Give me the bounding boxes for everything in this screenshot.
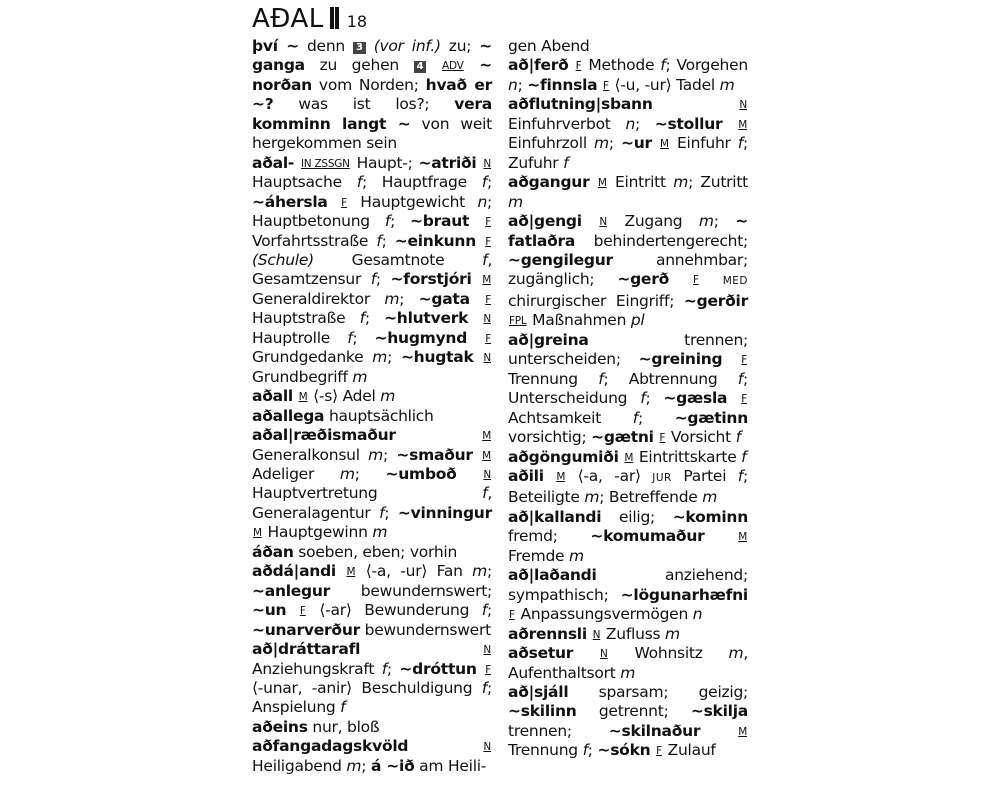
dictionary-entry: aðsetur N Wohnsitz m, Aufenthaltsort m bbox=[508, 644, 748, 682]
dictionary-entry: aðal- IN ZSSGN Haupt-; ~atriði N Hauptsache f; Hauptfrage f; ~áhersla F Hauptgewicht n; Hauptbetonung f; ~braut F Vorfahrtsstraße f; ~einkunn F (Schule) Gesamtnote f, Gesamtzensur f; ~forstjóri M Generaldirektor m; ~gata F Hauptstraße f; ~hlutverk N Hauptrolle f; ~hugmynd F Grundgedanke m; ~hugtak N Grundbegriff m bbox=[252, 153, 492, 386]
left-column bbox=[252, 37, 492, 776]
dictionary-entry: aðgöngumiði M Eintrittskarte f bbox=[508, 447, 747, 466]
right-column bbox=[508, 37, 748, 761]
dictionary-entry: að|greina trennen; unterscheiden; ~greining F Trennung f; Abtrennung f; Unterscheidung f; ~gæsla F Achtsamkeit f; ~gætinn vorsichtig; ~gætni F Vorsicht f bbox=[508, 330, 749, 447]
dictionary-entry: gen Abend bbox=[508, 37, 590, 55]
head-bar-divider bbox=[330, 7, 334, 29]
dictionary-entry: að|gengi N Zugang m; ~ fatlaðra behindertengerecht; ~gengilegur annehmbar; zugänglich; ~gerð F MED chirurgischer Eingriff; ~gerðir FPL Maßnahmen pl bbox=[508, 212, 748, 330]
dictionary-entry: aðrennsli N Zufluss m bbox=[508, 624, 680, 643]
dictionary-entry: aðflutning|sbann N Einfuhrverbot n; ~stollur M Einfuhrzoll m; ~ur M Einfuhr f; Zufuhr f bbox=[508, 95, 748, 172]
dictionary-entry: aðili M ⟨-a, -ar⟩ JUR Partei f; Beteiligte m; Betreffende m bbox=[508, 466, 748, 507]
dictionary-entry: aðgangur M Eintritt m; Zutritt m bbox=[508, 173, 748, 211]
head-bar-divider-2 bbox=[335, 7, 339, 29]
running-head bbox=[252, 4, 367, 34]
dictionary-entry: aðall M ⟨-s⟩ Adel m bbox=[252, 387, 396, 406]
running-head-word: AÐAL bbox=[252, 4, 324, 34]
dictionary-entry: að|kallandi eilig; ~kominn fremd; ~komumaður M Fremde m bbox=[508, 507, 748, 565]
dictionary-entry: að|laðandi anziehend; sympathisch; ~lögunarhæfni F Anpassungsvermögen n bbox=[508, 566, 748, 624]
dictionary-entry: því ~ denn 3 (vor inf.) zu; ~ ganga zu gehen 4 ADV ~ norðan vom Norden; hvað er ~? was ist los?; vera komminn langt ~ von weit hergekommen sein bbox=[252, 37, 492, 153]
dictionary-entry: að|dráttarafl N Anziehungskraft f; ~dróttun F ⟨-unar, -anir⟩ Beschuldigung f; Anspielung f bbox=[252, 640, 492, 717]
dictionary-entry: aðallega hauptsächlich bbox=[252, 406, 434, 425]
dictionary-entry: aðfangadagskvöld N Heiligabend m; á ~ið am Heili- bbox=[252, 737, 491, 775]
dictionary-entry: aðeins nur, bloß bbox=[252, 717, 380, 736]
dictionary-entry: að|ferð F Methode f; Vorgehen n; ~finnsla F ⟨-u, -ur⟩ Tadel m bbox=[508, 56, 748, 94]
dictionary-entry: áðan soeben, eben; vorhin bbox=[252, 542, 458, 561]
dictionary-entry: aðal|ræðismaður M Generalkonsul m; ~smaður M Adeliger m; ~umboð N Hauptvertretung f, Generalagentur f; ~vinningur M Hauptgewinn m bbox=[252, 426, 492, 542]
page-number: 18 bbox=[346, 12, 368, 31]
dictionary-entry: að|sjáll sparsam; geizig; ~skilinn getrennt; ~skilja trennen; ~skilnaður M Trennung f; ~sókn F Zulauf bbox=[508, 682, 748, 760]
dictionary-entry: aðdá|andi M ⟨-a, -ur⟩ Fan m; ~anlegur bewundernswert; ~un F ⟨-ar⟩ Bewunderung f; ~unarverður bewundernswert bbox=[252, 562, 492, 639]
